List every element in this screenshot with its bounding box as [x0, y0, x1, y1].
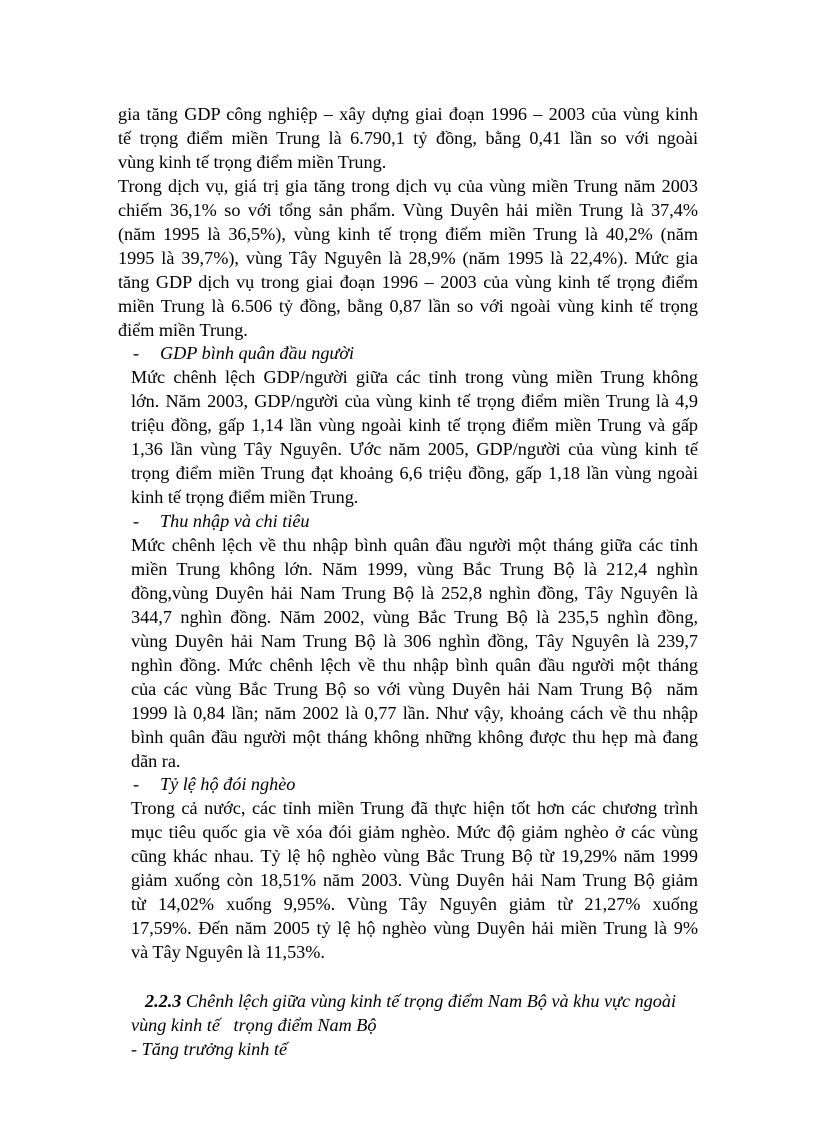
para2-line-5: tăng GDP dịch vụ trong giai đoạn 1996 – 2003 của vùng kinh tế trọng điểm [118, 272, 698, 292]
bullet-dash: - [133, 774, 140, 794]
para2-line-1: Trong dịch vụ, giá trị gia tăng trong dịch vụ của vùng miền Trung năm 2003 [118, 176, 698, 196]
para4-line-1: Mức chênh lệch về thu nhập bình quân đầu người một tháng giữa các tỉnh [131, 535, 698, 555]
para5-line-2: mục tiêu quốc gia về xóa đói giảm nghèo. Mức độ giảm nghèo ở các vùng [131, 822, 698, 842]
para4-line-9: bình quân đầu người một tháng không những không được thu hẹp mà đang [131, 727, 698, 747]
para4-line-8: 1999 là 0,84 lần; năm 2002 là 0,77 lần. Như vậy, khoảng cách về thu nhập [131, 703, 698, 723]
para4-line-4: 344,7 nghìn đồng. Năm 2002, vùng Bắc Trung Bộ là 235,5 nghìn đồng, [131, 607, 698, 627]
para1-line-3: vùng kinh tế trọng điểm miền Trung. [118, 152, 387, 172]
section-title-line-2: vùng kinh tế trọng điểm Nam Bộ [131, 1015, 377, 1035]
para4-line-5: vùng Duyên hải Nam Trung Bộ là 306 nghìn đồng, Tây Nguyên là 239,7 [131, 631, 698, 651]
para4-line-6: nghìn đồng. Mức chênh lệch về thu nhập bình quân đầu người một tháng [131, 655, 698, 675]
para4-line-10: dãn ra. [131, 751, 181, 771]
para5-line-4: giảm xuống còn 18,51% năm 2003. Vùng Duyên hải Nam Trung Bộ giảm [131, 870, 698, 890]
para3-line-3: triệu đồng, gấp 1,14 lần vùng ngoài kinh tế trọng điểm miền Trung và gấp [131, 415, 698, 435]
heading-income-expenditure: Thu nhập và chi tiêu [160, 511, 310, 531]
para4-line-3: đồng,vùng Duyên hải Nam Trung Bộ là 252,8 nghìn đồng, Tây Nguyên là [131, 583, 698, 603]
section-number: 2.2.3 [145, 991, 182, 1011]
section-title-line-1: Chênh lệch giữa vùng kinh tế trọng điểm Nam Bộ và khu vực ngoài [181, 991, 677, 1011]
heading-poverty-rate: Tỷ lệ hộ đói nghèo [160, 774, 296, 794]
heading-gdp-per-capita: GDP bình quân đầu người [160, 343, 355, 363]
para2-line-2: chiếm 36,1% so với tổng sản phẩm. Vùng Duyên hải miền Trung là 37,4% [118, 200, 698, 220]
para5-line-7: và Tây Nguyên là 11,53%. [131, 942, 325, 962]
bullet-dash: - [133, 511, 140, 531]
para2-line-4: 1995 là 39,7%), vùng Tây Nguyên là 28,9% (năm 1995 là 22,4%). Mức gia [118, 248, 698, 268]
para3-line-6: kinh tế trọng điểm miền Trung. [131, 487, 359, 507]
para4-line-7: của các vùng Bắc Trung Bộ so với vùng Duyên hải Nam Trung Bộ năm [131, 679, 698, 699]
section-heading [145, 990, 698, 1012]
bullet-dash: - [133, 343, 140, 363]
para1-line-1: gia tăng GDP công nghiệp – xây dựng giai đoạn 1996 – 2003 của vùng kinh [118, 104, 698, 124]
para3-line-2: lớn. Năm 2003, GDP/người của vùng kinh tế trọng điểm miền Trung là 4,9 [131, 391, 698, 411]
para2-line-3: (năm 1995 là 36,5%), vùng kinh tế trọng điểm miền Trung là 40,2% (năm [118, 224, 698, 244]
para1-line-2: tế trọng điểm miền Trung là 6.790,1 tỷ đồng, bằng 0,41 lần so với ngoài [118, 128, 698, 148]
para5-line-3: cũng khác nhau. Tỷ lệ hộ nghèo vùng Bắc Trung Bộ từ 19,29% năm 1999 [131, 846, 698, 866]
subheading-economic-growth: - Tăng trưởng kinh tế [131, 1039, 288, 1059]
para3-line-1: Mức chênh lệch GDP/người giữa các tỉnh trong vùng miền Trung không [131, 367, 698, 387]
para3-line-4: 1,36 lần vùng Tây Nguyên. Ước năm 2005, GDP/người của vùng kinh tế [131, 439, 698, 459]
para5-line-1: Trong cả nước, các tỉnh miền Trung đã thực hiện tốt hơn các chương trình [131, 798, 698, 818]
para4-line-2: miền Trung không lớn. Năm 1999, vùng Bắc Trung Bộ là 212,4 nghìn [131, 559, 698, 579]
para5-line-5: từ 14,02% xuống 9,95%. Vùng Tây Nguyên giảm từ 21,27% xuống [131, 894, 698, 914]
para2-line-6: miền Trung là 6.506 tỷ đồng, bằng 0,87 lần so với ngoài vùng kinh tế trọng [118, 296, 698, 316]
para3-line-5: trọng điểm miền Trung đạt khoảng 6,6 triệu đồng, gấp 1,18 lần vùng ngoài [131, 463, 698, 483]
para5-line-6: 17,59%. Đến năm 2005 tỷ lệ hộ nghèo vùng Duyên hải miền Trung là 9% [131, 918, 698, 938]
para2-line-7: điểm miền Trung. [118, 320, 248, 340]
